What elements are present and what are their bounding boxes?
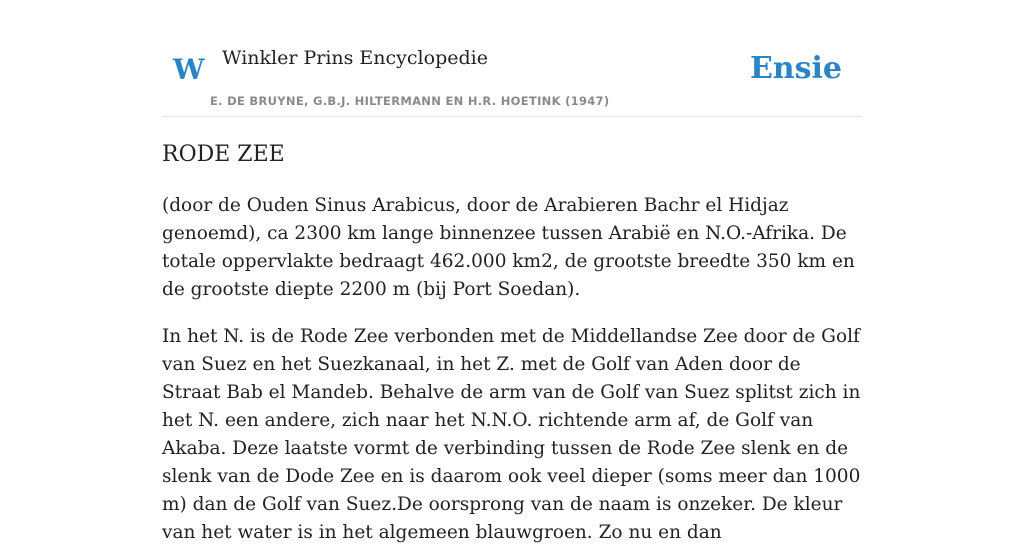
article-title: RODE ZEE (162, 142, 285, 167)
source-authors: E. DE BRUYNE, G.B.J. HILTERMANN EN H.R. HOETINK (1947) (210, 94, 610, 108)
article (162, 138, 862, 547)
article-paragraph: In het N. is de Rode Zee verbonden met de Middellandse Zee door de Golf van Suez en het Suezkanaal, in het Z. met de Golf van Aden door de Straat Bab el Mandeb. Behalve de arm van de Golf van Suez splitst zich in het N. een andere, zich naar het N.N.O. richtende arm af, de Golf van Akaba. Deze laatste vormt de verbinding tussen de Rode Zee slenk en de slenk van de Dode Zee en is daarom ook veel dieper (soms meer dan 1000 m) dan de Golf van Suez.De oorsprong van de naam is onzeker. De kleur van het water is in het algemeen blauwgroen. Zo nu en dan (162, 326, 861, 543)
article-paragraph: (door de Ouden Sinus Arabicus, door de Arabieren Bachr el Hidjaz genoemd), ca 2300 km lange binnenzee tussen Arabië en N.O.-Afrika. De totale oppervlakte bedraagt 462.000 km2, de grootste breedte 350 km en de grootste diepte 2200 m (bij Port Soedan). (162, 195, 855, 300)
winkler-prins-logo[interactable]: W (173, 53, 205, 86)
source-header (162, 0, 862, 117)
ensie-logo-link[interactable]: Ensie (749, 51, 842, 86)
source-title[interactable]: Winkler Prins Encyclopedie (222, 47, 488, 69)
